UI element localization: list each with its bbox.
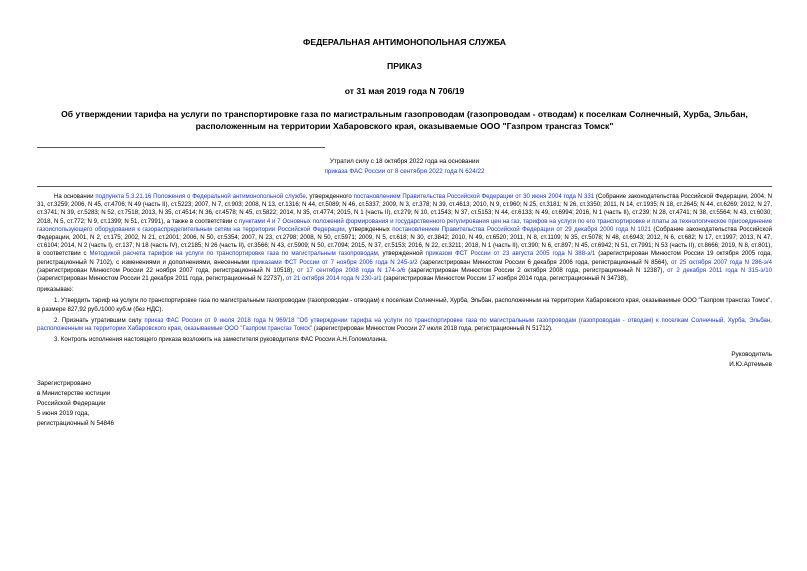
text-fragment: (зарегистрирован Минюстом России 17 ноября 2014 года, регистрационный N 34738), [381,275,628,283]
document-date-number: от 31 мая 2019 года N 706/19 [344,86,465,96]
text-fragment: (зарегистрирован Минюстом России 6 декабря 2006 года, регистрационный N 8564), [417,258,671,266]
lost-force-line: Утратил силу с 18 октября 2022 года на основании [329,158,480,165]
registration-line: регистрационный N 54846 [37,420,115,428]
text-fragment: , утвержденной [377,250,426,258]
registration-line: 5 июня 2019 года, [37,410,90,418]
link-order-174[interactable]: от 17 сентября 2008 года N 174-э/6 [297,266,406,274]
signature-block [37,350,772,370]
link-resolution-1021[interactable]: постановлением Правительства Российской Федерации от 29 декабря 2000 года N 1021 [392,225,651,233]
agency-name: ФЕДЕРАЛЬНАЯ АНТИМОНОПОЛЬНАЯ СЛУЖБА [303,37,506,47]
signature-role: Руководитель [731,351,772,359]
order-item-1: 1. Утвердить тариф на услуги по транспортировке газа по магистральным газопроводам (газопроводам - отводам) к поселкам Солнечный, Хурба, Эльбан, расположенным на территории Хабаровского края, оказываемые ООО "Газпром трансгаз Томск", в размере 827,92 руб./1000 куб.м (без НДС). [37,297,772,313]
divider-short [37,147,325,148]
registration-block [37,379,772,429]
link-order-230[interactable]: от 21 октября 2014 года N 230-э/1 [285,275,382,283]
text-fragment: (зарегистрирован Минюстом России 2 октября 2008 года, регистрационный N 12387), [405,266,668,274]
link-order-286[interactable]: от 25 октября 2007 года N 286-э/4 [670,258,773,266]
text-fragment: (зарегистрирован Минюстом России 22 ноября 2007 года, регистрационный N 10518), [37,266,298,274]
text-fragment: (зарегистрирован Минюстом России 21 декабря 2011 года, регистрационный N 22737), [37,275,286,283]
document-title: Об утверждении тарифа на услуги по транспортировке газа по магистральным газопроводам (газопроводам - отводам) к поселкам Солнечный, Хурба, Эльбан, расположенным на территории Хабаровского края, оказываемые ООО "Газпром трансгаз Томск" [61,109,748,131]
registration-line: Зарегистрировано [37,380,91,388]
order-item-3: 3. Контроль исполнения настоящего приказа возложить на заместителя руководителя ФАС России А.Н.Голомолзина. [54,336,388,344]
text-fragment: (зарегистрирован Минюстом России 27 июля 2018 года, регистрационный N 51712). [312,325,553,333]
preamble-paragraph [37,193,772,283]
lost-force-note [37,157,772,177]
link-resolution-331[interactable]: постановлением Правительства Российской Федерации от 30 июня 2004 года N 331 [353,193,595,200]
link-order-388[interactable]: приказом ФСТ России от 23 августа 2005 года N 388-э/1 [425,250,596,258]
link-tariff-methodology[interactable]: Методикой расчета тарифов на услуги по транспортировке газа по магистральным газопроводам [89,250,378,258]
text-fragment: 2. Признать утратившим силу [54,316,145,324]
text-fragment: , утвержденных [344,225,393,233]
order-item-2 [37,317,772,333]
text-fragment: , утвержденного [305,193,354,200]
lost-force-link[interactable]: приказа ФАС России от 8 сентября 2022 года N 624/22 [324,168,485,175]
document-body [37,193,772,344]
link-order-315[interactable]: от 2 декабря 2011 года N 315-э/10 [667,266,772,274]
order-word: приказываю: [37,286,74,294]
text-fragment: (Собрание законодательства Российской Федерации, 2001, N 2, ст.175; 2002, N 21, ст.2001; 2006, N 50, ст.5354; 2007, N 23, ст.2798; 2008, N 50, ст.5971; 2009, N 5, ст.618; N 30, ст.3842; 2010, N 49, ст.6520; 2011, N 8, ст.1109; N 35, ст.5078; N 48, ст.6943; 2012, N 6, ст.682; N 17, ст.1997; 2013, N 47, ст.6104; 2014, N 2 (часть I), ст.137; N 18 (часть IV), ст.2185; N 26 (часть II), ст.3566; N 43, ст.5909; N 50, ст.7094; 2015, N 37, ст.5153; 2016, N 22, ст.3211; 2018, N 1 (часть II), ст.390; N 6, ст.897; N 45, ст.6942; N 51, ст.7991; N 53 (часть II), ст.8666; 2019, N 8, ст.801), в соответствии с [37,225,773,258]
document-type: ПРИКАЗ [387,61,422,71]
text-fragment: (Собрание законодательства Российской Федерации, 2004, N 31, ст.3259; 2006, N 45, ст.4706; N 49 (часть II), ст.5223; 2007, N 7, ст.903; 2008, N 13, ст.1316; N 44, ст.5089; N 46, ст.5337; 2009, N 3, ст.378; N 39, ст.4613; 2010, N 9, ст.960; N 25, ст.3181; N 26, ст.3350; 2011, N 14, ст.1935; N 18, ст.2645; N 44, ст.6269; 2012, N 27, ст.3741; N 39, ст.5283; N 52, ст.7518; 2013, N 35, ст.4514; N 36, ст.4578; N 45, ст.5822; 2014, N 35, ст.4774; 2015, N 1 (часть II), ст.279; N 10, ст.1543; N 37, ст.5153; N 44, ст.6133; N 49, ст.6994; 2016, N 1 (часть II), ст.239; N 28, ст.4741; N 38, ст.5564; N 43, ст.6030; 2018, N 5, ст.772; N 9, ст.1399; N 51, ст.7991), а также в соответствии с [37,193,772,225]
link-regulation-fas[interactable]: подпункта 5.3.21.16 Положения о Федеральной антимонопольной службе [95,193,306,200]
link-order-969[interactable]: приказ ФАС России от 9 июля 2018 года N 969/18 "Об утверждении тарифа на услуги по транспортировке газа по магистральным газопроводам (газопроводам - отводам) к поселкам Солнечный, Хурба, Эльбан, расположенным на территории Хабаровского края, оказываемые ООО "Газпром трансгаз Томск" [37,316,772,333]
registration-line: Российской Федерации [37,400,106,408]
signature-name: И.Ю.Артемьев [729,361,772,369]
link-order-245[interactable]: приказами ФСТ России от 7 ноября 2006 года N 245-э/2 [251,258,418,266]
link-basic-provisions[interactable]: пунктами 4 и 7 Основных положений формирования и государственного регулирования цен на газ, тарифов на услуги по его транспортировке и платы за технологическое присоединение газоиспользующего оборудования к газораспределительным сетям на территории Российской Федерации [37,217,772,233]
document-page [37,30,772,429]
divider-full [37,186,772,187]
text-fragment: На основании [54,193,96,200]
text-fragment: (зарегистрирован Минюстом России 19 октября 2005 года, регистрационный N 7102), с изменениями и дополнениями, внесенными [37,250,772,266]
registration-line: в Министерстве юстиции [37,390,111,398]
